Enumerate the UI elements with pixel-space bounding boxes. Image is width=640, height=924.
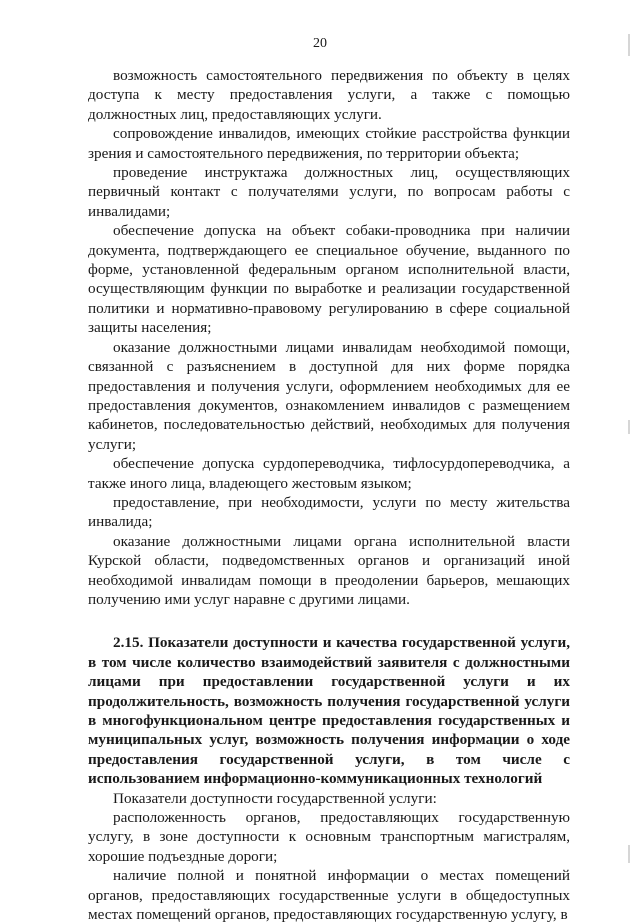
paragraph: наличие полной и понятной информации о местах помещений органов, предоставляющих государственные услуги в общедоступных местах помещений органов, предоставляющих государственную услугу, в — [88, 867, 570, 924]
paragraph: расположенность органов, предоставляющих государственную услугу, в зоне доступности к основным транспортным магистралям, хорошие подъездные дороги; — [88, 809, 570, 865]
scan-edge-mark — [628, 420, 630, 434]
scan-edge-mark — [628, 845, 630, 863]
section-heading: 2.15. Показатели доступности и качества государственной услуги, в том числе количество взаимодействий заявителя с должностными лицами при предоставлении государственной услуги и их продолжительность, возможность получения государственной услуги в многофункциональном центре предоставления государственных и муниципальных услуг, возможность получения информации о ходе предоставления государственной услуги, в том числе с использованием информационно-коммуникационных технологий — [88, 634, 570, 788]
paragraph: обеспечение допуска сурдопереводчика, тифлосурдопереводчика, а также иного лица, владеющего жестовым языком; — [88, 455, 570, 492]
paragraph: предоставление, при необходимости, услуги по месту жительства инвалида; — [88, 493, 570, 531]
paragraph: сопровождение инвалидов, имеющих стойкие расстройства функции зрения и самостоятельного передвижения, по территории объекта; — [88, 125, 570, 162]
document-body — [88, 66, 570, 924]
paragraph: проведение инструктажа должностных лиц, осуществляющих первичный контакт с получателями услуги, по вопросам работы с инвалидами; — [88, 164, 570, 220]
paragraph: оказание должностными лицами органа исполнительной власти Курской области, подведомственных органов и организаций иной необходимой инвалидам помощи в преодолении барьеров, мешающих получению ими услуг наравне с другими лицами. — [88, 532, 570, 608]
paragraph: возможность самостоятельного передвижения по объекту в целях доступа к месту предоставления услуги, а также с помощью должностных лиц, предоставляющих услуги. — [88, 67, 570, 123]
paragraph: Показатели доступности государственной услуги: — [113, 789, 437, 807]
page-number: 20 — [313, 36, 327, 51]
paragraph: обеспечение допуска на объект собаки-проводника при наличии документа, подтверждающего ее специальное обучение, выданного по форме, установленной федеральным органом исполнительной власти, осуществляющим функции по выработке и реализации государственной политики и нормативно-правовому регулированию в сфере социальной защиты населения; — [88, 222, 570, 337]
paragraph: оказание должностными лицами инвалидам необходимой помощи, связанной с разъяснением в доступной для них форме порядка предоставления и получения услуги, оформлением необходимых для ее предоставления документов, ознакомлением инвалидов с размещением кабинетов, последовательностью действий, необходимых для получения услуги; — [88, 338, 570, 453]
scan-edge-mark — [628, 34, 630, 56]
